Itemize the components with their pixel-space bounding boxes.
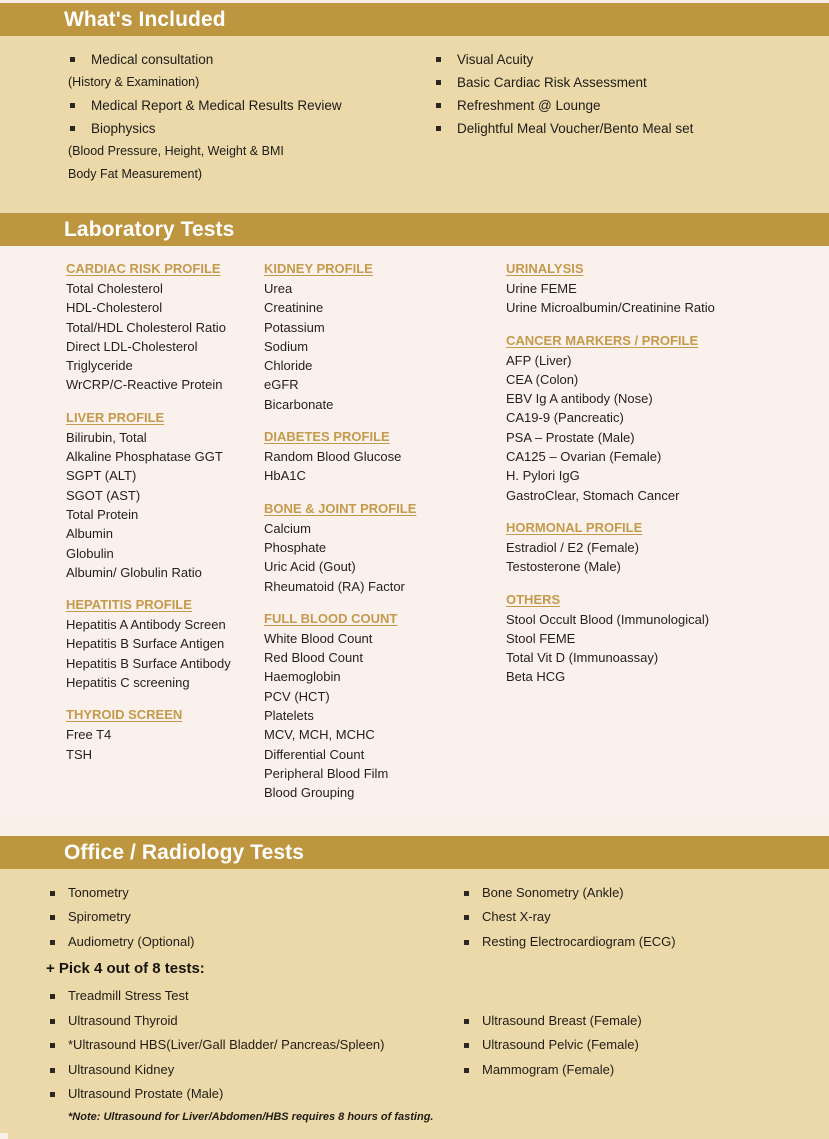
- whats-included-title: What's Included: [64, 8, 226, 31]
- list-item: Stool Occult Blood (Immunological): [506, 611, 710, 627]
- lab-group-title: OTHERS: [506, 591, 561, 607]
- list-item: Free T4: [66, 727, 112, 743]
- lab-top-spacer: [0, 204, 829, 213]
- whats-included-left-column: [0, 48, 420, 186]
- lab-group-title: CARDIAC RISK PROFILE: [66, 261, 221, 276]
- whats-included-header-bar: [0, 3, 829, 36]
- list-item-note: Body Fat Measurement): [68, 167, 203, 181]
- lab-group: [66, 706, 250, 764]
- lab-group-title: LIVER PROFILE: [66, 409, 165, 425]
- lab-group: [506, 519, 829, 577]
- list-item: Potassium: [264, 319, 325, 335]
- list-item: Medical consultation: [68, 48, 420, 71]
- list-item: PSA – Prostate (Male): [506, 429, 635, 445]
- list-item: SGPT (ALT): [66, 468, 137, 484]
- lab-group: [66, 409, 250, 582]
- list-item: Hepatitis A Antibody Screen: [66, 617, 226, 633]
- list-item: Ultrasound Breast (Female): [460, 1009, 829, 1034]
- laboratory-columns: [0, 260, 829, 803]
- lab-group-list: [66, 615, 250, 692]
- lab-group-title: CANCER MARKERS / PROFILE: [506, 332, 699, 348]
- section-office-radiology-tests: [0, 819, 829, 1139]
- lab-group-title: HORMONAL PROFILE: [506, 519, 643, 535]
- list-item: Albumin/ Globulin Ratio: [66, 564, 202, 580]
- list-item: Red Blood Count: [264, 650, 364, 666]
- list-item: Calcium: [264, 520, 311, 536]
- lab-group-title: DIABETES PROFILE: [264, 429, 390, 445]
- list-item: Bilirubin, Total: [66, 429, 147, 445]
- list-item: Basic Cardiac Risk Assessment: [434, 71, 829, 94]
- list-item: TSH: [66, 746, 92, 762]
- list-item: Chloride: [264, 358, 313, 374]
- list-item: Uric Acid (Gout): [264, 559, 356, 575]
- list-item: Hepatitis C screening: [66, 675, 190, 691]
- list-item: Ultrasound Kidney: [46, 1058, 440, 1083]
- list-item: Testosterone (Male): [506, 559, 621, 575]
- list-item: Urine Microalbumin/Creatinine Ratio: [506, 300, 715, 316]
- whats-included-body: [0, 36, 829, 204]
- office-bottom-spacer: [0, 1133, 829, 1139]
- lab-group: [66, 596, 250, 692]
- office-radiology-header-bar: [0, 836, 829, 869]
- list-item: Total Vit D (Immunoassay): [506, 650, 659, 666]
- list-item: H. Pylori IgG: [506, 468, 580, 484]
- list-item: CA125 – Ovarian (Female): [506, 449, 662, 465]
- list-item: Albumin: [66, 526, 113, 542]
- list-item: Peripheral Blood Film: [264, 765, 389, 781]
- whats-included-right-column: [420, 48, 829, 186]
- list-item: Hepatitis B Surface Antigen: [66, 636, 225, 652]
- lab-group: [506, 260, 829, 318]
- list-item: Urine FEME: [506, 281, 577, 296]
- list-item: Visual Acuity: [434, 48, 829, 71]
- lab-group-list: [66, 428, 250, 582]
- list-item: Bone Sonometry (Ankle): [460, 881, 829, 906]
- list-item: Treadmill Stress Test: [46, 984, 440, 1009]
- lab-group-title: HEPATITIS PROFILE: [66, 597, 192, 613]
- list-item: AFP (Liver): [506, 352, 572, 368]
- whats-included-left-list: [68, 48, 420, 186]
- lab-group-title: URINALYSIS: [506, 261, 584, 276]
- list-item: SGOT (AST): [66, 487, 141, 503]
- lab-group-list: [66, 279, 250, 395]
- list-item: *Ultrasound HBS(Liver/Gall Bladder/ Pancreas/Spleen): [46, 1033, 440, 1058]
- list-item: Ultrasound Pelvic (Female): [460, 1033, 829, 1058]
- list-item: Stool FEME: [506, 630, 576, 646]
- list-item: Total Cholesterol: [66, 281, 163, 296]
- laboratory-tests-body: [0, 246, 829, 819]
- list-item: Blood Grouping: [264, 785, 355, 801]
- list-item: Resting Electrocardiogram (ECG): [460, 930, 829, 955]
- list-item: Direct LDL-Cholesterol: [66, 338, 198, 354]
- list-item: Chest X-ray: [460, 905, 829, 930]
- whats-included-columns: [0, 48, 829, 186]
- office-top-spacer: [0, 819, 829, 836]
- section-whats-included: [0, 0, 829, 204]
- list-item: CA19-9 (Pancreatic): [506, 410, 624, 426]
- list-item: WrCRP/C-Reactive Protein: [66, 377, 223, 393]
- lab-group-title: BONE & JOINT PROFILE: [264, 500, 417, 516]
- lab-group-list: [66, 725, 250, 764]
- laboratory-tests-title: Laboratory Tests: [64, 218, 235, 241]
- list-item: Differential Count: [264, 746, 365, 762]
- list-item: GastroClear, Stomach Cancer: [506, 487, 680, 503]
- list-item: Sodium: [264, 338, 309, 354]
- office-radiology-title: Office / Radiology Tests: [64, 840, 305, 864]
- office-left-column: [0, 881, 440, 1127]
- lab-group-list: [506, 279, 829, 318]
- office-right-bottom-list: [460, 1009, 829, 1083]
- fasting-note: *Note: Ultrasound for Liver/Abdomen/HBS requires 8 hours of fasting.: [68, 1110, 434, 1123]
- lab-group: [66, 260, 250, 395]
- list-item: Tonometry: [46, 881, 440, 906]
- list-item: Urea: [264, 281, 293, 296]
- lab-group-list: [264, 447, 492, 486]
- list-item: Ultrasound Prostate (Male): [46, 1082, 440, 1107]
- list-item: Estradiol / E2 (Female): [506, 539, 639, 555]
- pick-tests-label: + Pick 4 out of 8 tests:: [46, 960, 205, 978]
- list-item: Total Protein: [66, 506, 139, 522]
- list-item: HbA1C: [264, 468, 306, 484]
- list-item-note: (Blood Pressure, Height, Weight & BMI: [68, 144, 284, 158]
- lab-group: [506, 591, 829, 687]
- lab-group-list: [264, 629, 492, 803]
- list-item: Hepatitis B Surface Antibody: [66, 655, 231, 671]
- section-laboratory-tests: [0, 204, 829, 819]
- list-item: Triglyceride: [66, 358, 133, 374]
- list-item: Random Blood Glucose: [264, 449, 402, 465]
- list-item: Globulin: [66, 545, 114, 561]
- office-right-gap-2: [460, 984, 829, 1009]
- list-item: eGFR: [264, 377, 299, 393]
- list-item: Alkaline Phosphatase GGT: [66, 449, 223, 465]
- lab-group-list: [506, 351, 829, 505]
- office-radiology-outer: [0, 869, 829, 1139]
- list-item: CEA (Colon): [506, 371, 579, 387]
- lab-group-list: [264, 519, 492, 596]
- office-right-gap-1: [460, 954, 829, 984]
- lab-group-list: [264, 279, 492, 414]
- list-item: Beta HCG: [506, 669, 566, 685]
- list-item: Audiometry (Optional): [46, 930, 440, 955]
- office-right-column: [440, 881, 829, 1127]
- laboratory-column-1: [0, 260, 250, 803]
- lab-group: [264, 500, 492, 596]
- lab-group-list: [506, 610, 829, 687]
- list-item: Total/HDL Cholesterol Ratio: [66, 319, 226, 335]
- list-item: Ultrasound Thyroid: [46, 1009, 440, 1034]
- lab-group: [264, 260, 492, 414]
- lab-group: [506, 332, 829, 505]
- list-item-note: (History & Examination): [68, 75, 200, 89]
- list-item: PCV (HCT): [264, 688, 330, 704]
- list-item: MCV, MCH, MCHC: [264, 727, 375, 743]
- list-item: Refreshment @ Lounge: [434, 94, 829, 117]
- list-item: Mammogram (Female): [460, 1058, 829, 1083]
- list-item: Platelets: [264, 708, 314, 724]
- office-radiology-body: [0, 869, 829, 1133]
- lab-group-title: FULL BLOOD COUNT: [264, 610, 398, 626]
- list-item: Phosphate: [264, 539, 327, 555]
- lab-group: [264, 428, 492, 486]
- list-item: White Blood Count: [264, 630, 373, 646]
- office-columns: [0, 881, 829, 1127]
- list-item: HDL-Cholesterol: [66, 300, 163, 316]
- office-left-top-list: [46, 881, 440, 955]
- office-right-top-list: [460, 881, 829, 955]
- whats-included-right-list: [434, 48, 829, 140]
- laboratory-column-2: [250, 260, 492, 803]
- list-item: Spirometry: [46, 905, 440, 930]
- lab-group-title: KIDNEY PROFILE: [264, 261, 373, 276]
- laboratory-column-3: [492, 260, 829, 803]
- lab-group: [264, 610, 492, 803]
- list-item: Biophysics: [68, 117, 420, 140]
- list-item: Haemoglobin: [264, 669, 341, 685]
- list-item: Bicarbonate: [264, 396, 334, 412]
- list-item: EBV Ig A antibody (Nose): [506, 391, 653, 407]
- list-item: Creatinine: [264, 300, 324, 316]
- list-item: Medical Report & Medical Results Review: [68, 94, 420, 117]
- laboratory-tests-header-bar: [0, 213, 829, 246]
- office-left-bottom-list: [46, 984, 440, 1107]
- list-item: Rheumatoid (RA) Factor: [264, 578, 405, 594]
- lab-group-title: THYROID SCREEN: [66, 707, 183, 723]
- list-item: Delightful Meal Voucher/Bento Meal set: [434, 117, 829, 140]
- lab-group-list: [506, 538, 829, 577]
